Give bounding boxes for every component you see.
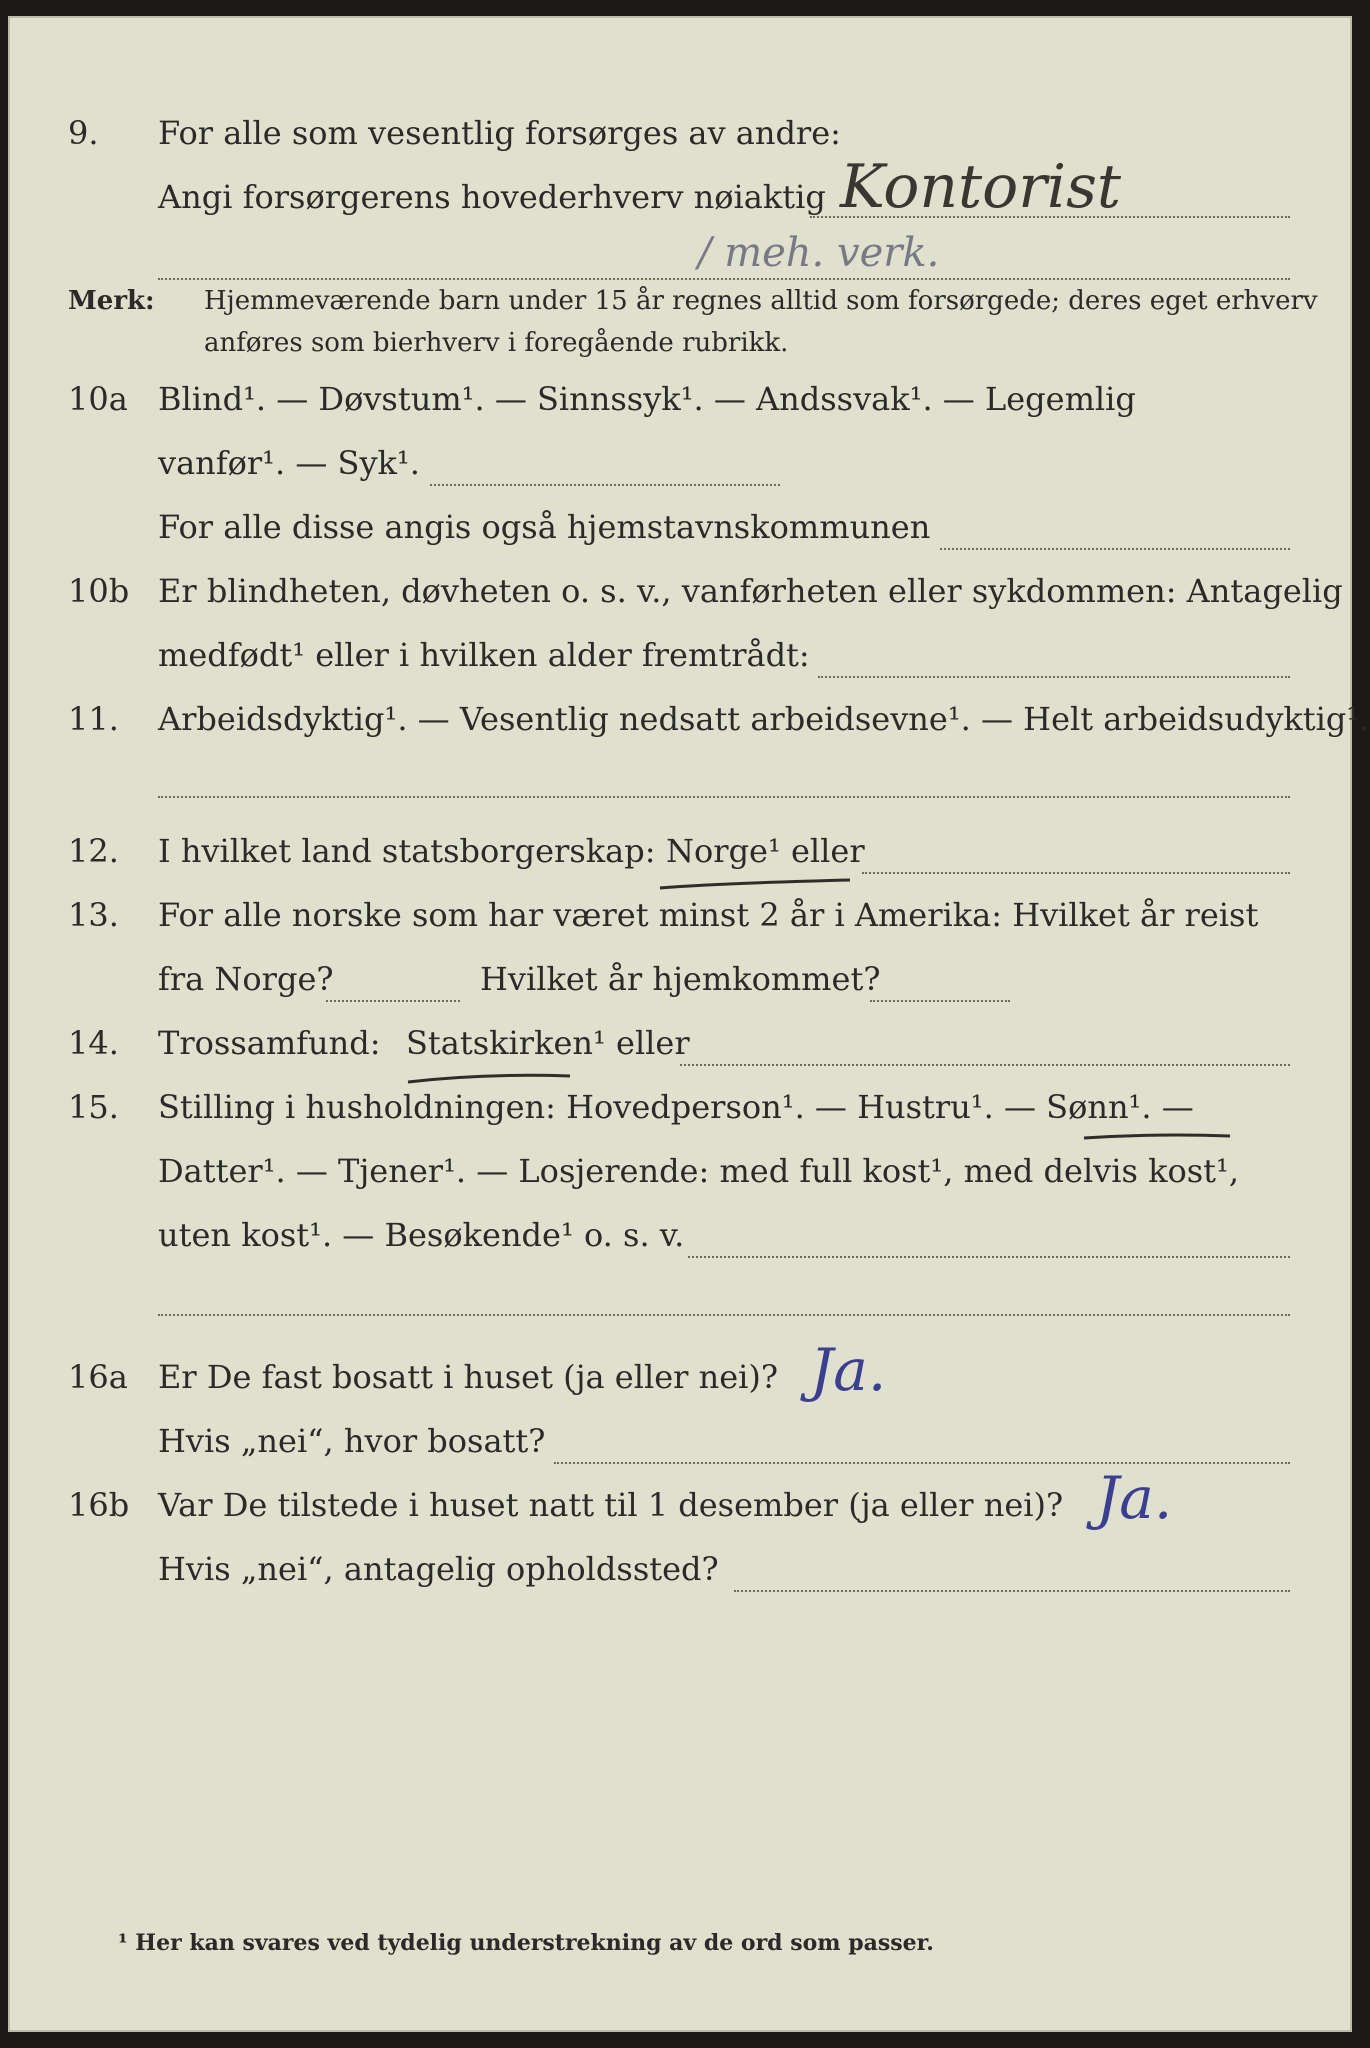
- underline-marks: [10, 18, 1354, 2034]
- q10b-line-2: medfødt¹ eller i hvilken alder fremtrådt:: [158, 636, 810, 674]
- q12-option-norge[interactable]: Norge¹ eller: [666, 832, 865, 870]
- q16b-line-2: Hvis „nei“, antagelig opholdssted?: [158, 1550, 719, 1588]
- q15-line-1: Stilling i husholdningen: Hovedperson¹. — Hustru¹. — Sønn¹. —: [158, 1088, 1194, 1126]
- q12-line-1: I hvilket land statsborgerskap:: [158, 832, 656, 870]
- q13-line-1: For alle norske som har været minst 2 år i Amerika: Hvilket år reist: [158, 896, 1259, 934]
- q16a-handwritten-answer: Ja.: [810, 1336, 887, 1404]
- census-form-page: [8, 16, 1370, 2032]
- q10b-number: 10b: [68, 572, 130, 610]
- q10a-line-1: Blind¹. — Døvstum¹. — Sinnssyk¹. — Andssvak¹. — Legemlig: [158, 380, 1136, 418]
- q10b-line-1: Er blindheten, døvheten o. s. v., vanførheten eller sykdommen: Antagelig: [158, 572, 1343, 610]
- q12-number: 12.: [68, 832, 119, 870]
- q14-option-statskirken[interactable]: Statskirken¹ eller: [406, 1024, 690, 1062]
- q15-number: 15.: [68, 1088, 119, 1126]
- q14-number: 14.: [68, 1024, 119, 1062]
- q16a-line-2: Hvis „nei“, hvor bosatt?: [158, 1422, 546, 1460]
- q16a-line-1: Er De fast bosatt i huset (ja eller nei)?: [158, 1358, 779, 1396]
- q13-line-2b: Hvilket år hjemkommet?: [480, 960, 881, 998]
- note-line-1: Hjemmeværende barn under 15 år regnes alltid som forsørgede; deres eget erhverv: [204, 286, 1318, 316]
- q11-line-1: Arbeidsdyktig¹. — Vesentlig nedsatt arbeidsevne¹. — Helt arbeidsudyktig¹.: [158, 700, 1370, 738]
- q9-line-1: For alle som vesentlig forsørges av andre:: [158, 114, 841, 152]
- note-label: Merk:: [68, 286, 155, 316]
- q10a-line-2: vanfør¹. — Syk¹.: [158, 444, 420, 482]
- q10a-line-3: For alle disse angis også hjemstavnskommunen: [158, 508, 931, 546]
- footnote: ¹ Her kan svares ved tydelig understrekning av de ord som passer.: [118, 1930, 934, 1956]
- q16a-number: 16a: [68, 1358, 128, 1396]
- q9-handwritten-answer: Kontorist: [840, 152, 1121, 222]
- q9-line-2: Angi forsørgerens hovederhverv nøiaktig: [158, 178, 826, 216]
- q16b-line-1: Var De tilstede i huset natt til 1 desember (ja eller nei)?: [158, 1486, 1064, 1524]
- q13-line-2a: fra Norge?: [158, 960, 334, 998]
- statskirken-underline-mark: [408, 1075, 570, 1082]
- note-line-2: anføres som bierhverv i foregående rubrikk.: [204, 328, 789, 358]
- q15-line-2: Datter¹. — Tjener¹. — Losjerende: med full kost¹, med delvis kost¹,: [158, 1152, 1240, 1190]
- q10a-number: 10a: [68, 380, 128, 418]
- q16b-number: 16b: [68, 1486, 130, 1524]
- q15-line-3: uten kost¹. — Besøkende¹ o. s. v.: [158, 1216, 685, 1254]
- q9-number: 9.: [68, 114, 99, 152]
- norge-underline-mark: [660, 880, 850, 888]
- q11-number: 11.: [68, 700, 119, 738]
- q14-line-1: Trossamfund:: [158, 1024, 381, 1062]
- q16b-handwritten-answer: Ja.: [1096, 1464, 1173, 1532]
- sonn-underline-mark: [1084, 1135, 1230, 1138]
- q9-handwritten-answer-2: / meh. verk.: [698, 230, 940, 276]
- q13-number: 13.: [68, 896, 119, 934]
